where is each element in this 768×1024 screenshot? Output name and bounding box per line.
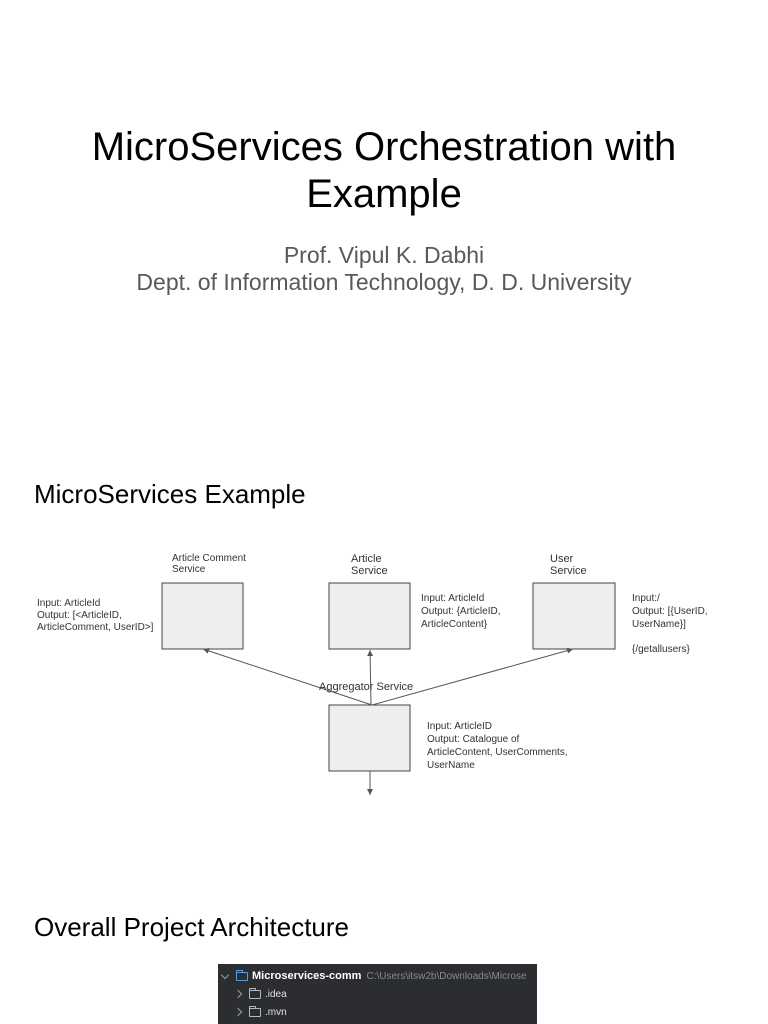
article-comment-service-name-1: Article Comment [172,553,246,564]
aggregator-io-3: ArticleContent, UserComments, [427,747,568,758]
tree-item[interactable] [235,1003,287,1021]
project-root-row[interactable] [222,967,527,985]
user-io-2: Output: [{UserID, [632,606,708,617]
chevron-right-icon[interactable] [234,1008,242,1016]
user-service-name-2: Service [550,565,587,577]
user-io-1: Input:/ [632,593,660,604]
author-name: Prof. Vipul K. Dabhi [283,242,485,268]
slide-author-block [0,242,768,296]
aggregator-io-1: Input: ArticleID [427,721,493,732]
microservices-example-heading: MicroServices Example [34,479,306,509]
aggregator-service-box [329,705,410,771]
article-io-2: Output: {ArticleID, [421,606,501,617]
project-root-path: C:\Users\itsw2b\Downloads\Microse [366,970,527,982]
user-endpoint: {/getallusers} [632,644,690,655]
slide-title [0,124,768,218]
article-comment-io-1: Input: ArticleId [37,598,101,609]
architecture-heading: Overall Project Architecture [34,912,350,942]
microservices-diagram [0,540,768,810]
arrow-to-user [372,649,573,705]
article-comment-io-2: Output: [<ArticleID, [37,610,122,621]
chevron-right-icon[interactable] [234,990,242,998]
article-io-3: ArticleContent} [421,619,488,630]
article-comment-service-box [162,583,243,649]
user-io-3: UserName}] [632,619,686,630]
aggregator-service-name: Aggregator Service [319,681,414,693]
article-service-name-2: Service [351,565,388,577]
module-folder-icon [236,972,248,981]
article-io-1: Input: ArticleId [421,593,485,604]
slide-title-line2: Example [306,172,462,216]
tree-item-label: .idea [265,988,287,1000]
article-service-box [329,583,410,649]
aggregator-io-2: Output: Catalogue of [427,734,520,745]
article-comment-io-3: ArticleComment, UserID>] [37,622,154,633]
project-root-name: Microservices-comm [252,970,362,982]
arrow-to-article-comment [203,649,372,705]
user-service-name-1: User [550,553,574,565]
tree-item-label: .mvn [265,1006,287,1018]
article-service-name-1: Article [351,553,382,565]
project-tree-panel [218,964,537,1024]
tree-item[interactable] [235,985,287,1003]
folder-icon [249,990,261,999]
chevron-down-icon[interactable] [221,970,229,978]
aggregator-io-4: UserName [427,760,475,771]
slide-title-line1: MicroServices Orchestration with [91,125,677,169]
arrow-to-article [370,650,371,705]
user-service-box [533,583,615,649]
article-comment-service-name-2: Service [172,564,206,575]
author-affiliation: Dept. of Information Technology, D. D. University [136,269,632,295]
folder-icon [249,1008,261,1017]
